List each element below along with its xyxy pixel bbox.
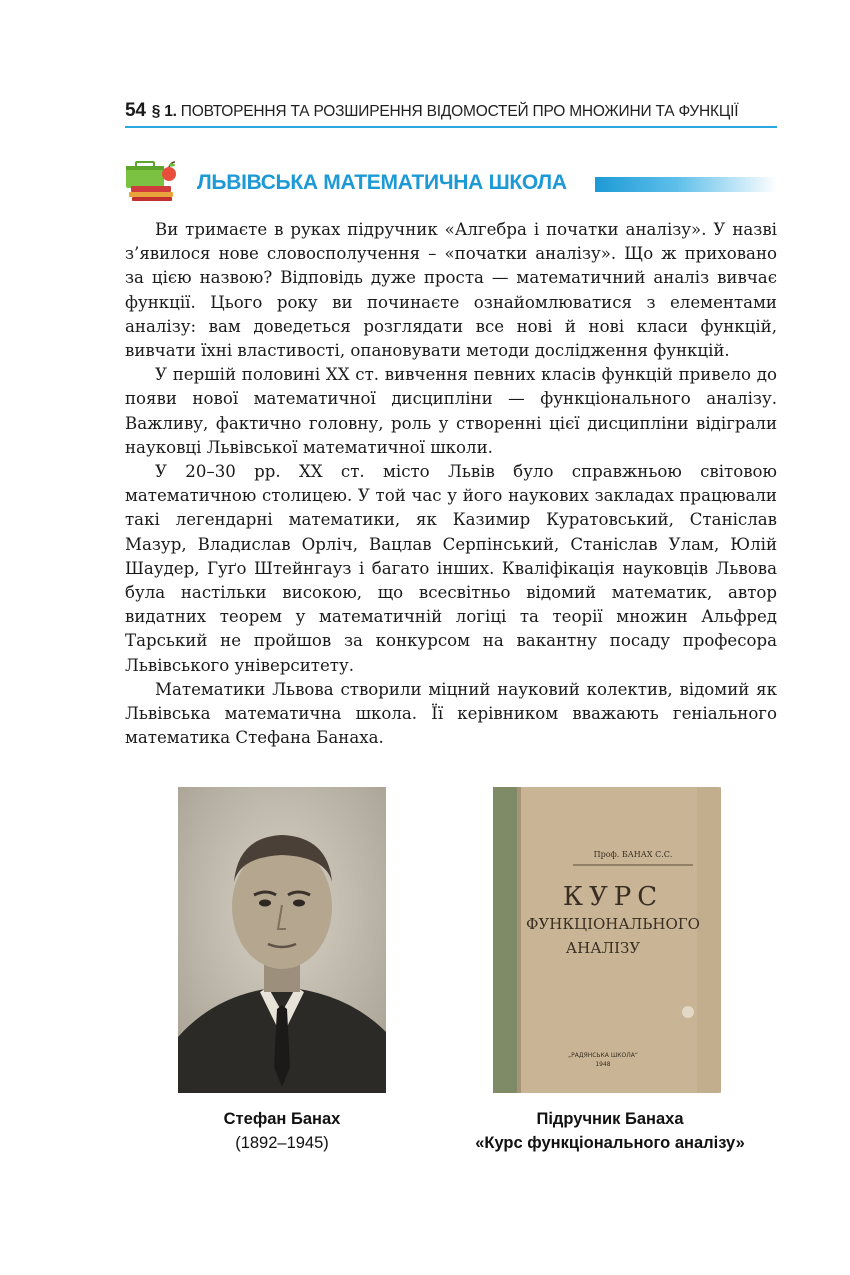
book-publisher: „РАДЯНСЬКА ШКОЛА“	[568, 1052, 638, 1059]
book-title-line3: АНАЛІЗУ	[565, 939, 641, 957]
book-author: Проф. БАНАХ С.С.	[593, 850, 673, 859]
books-apple-icon	[125, 160, 177, 202]
portrait-caption-name: Стефан Банах	[223, 1110, 341, 1128]
page-number: 54	[125, 100, 146, 121]
portrait-caption-years: (1892–1945)	[235, 1134, 329, 1152]
section-title-bar	[595, 177, 777, 192]
book-year: 1948	[595, 1061, 611, 1068]
running-header	[125, 98, 777, 128]
running-header-title: ПОВТОРЕННЯ ТА РОЗШИРЕННЯ ВІДОМОСТЕЙ ПРО МНОЖИНИ ТА ФУНКЦІЇ	[180, 103, 739, 120]
book-title-line2: ФУНКЦІОНАЛЬНОГО	[526, 915, 700, 933]
book-caption-line1: Підручник Банаха	[536, 1110, 684, 1128]
portrait-caption	[178, 1107, 386, 1155]
section-marker: § 1.	[151, 103, 177, 120]
book-cover-photo	[493, 787, 721, 1093]
body-text	[125, 218, 777, 750]
portrait-illustration	[178, 787, 386, 1093]
section-heading	[125, 160, 777, 205]
paragraph: У першій половині XX ст. вивчення певних класів функцій привело до появи нової математичної дисципліни — функціонального аналізу. Важливу, фактично головну, роль у створенні цієї дисципліни відіграли науковці Львівської математичної школи.	[125, 365, 777, 457]
paragraph: Ви тримаєте в руках підручник «Алгебра і початки аналізу». У назві з’явилося нове словосполучення – «початки аналізу». Що ж приховано за цією назвою? Відповідь дуже проста — математичний аналіз вивчає функції. Цього року ви починаєте ознайомлюватися з елементами аналізу: вам доведеться розглядати все нові й нові класи функцій, вивчати їхні властивості, опановувати методи дослідження функцій.	[125, 220, 777, 361]
book-cover-illustration	[493, 787, 721, 1093]
paragraph: У 20–30 рр. XX ст. місто Львів було справжньою світовою математичною столицею. У той час у його наукових закладах працювали такі легендарні математики, як Казимир Куратовський, Станіслав Мазур, Владислав Орліч, Вацлав Серпінський, Станіслав Улам, Юлій Шаудер, Гуґо Штейнгауз і багато інших. Кваліфікація науковців Львова була настільки високою, що всесвітньо відомий математик, автор видатних теорем у математичній логіці та теорії множин Альфред Тарський не пройшов за конкурсом на вакантну посаду професора Львівського університету.	[125, 462, 777, 675]
book-caption	[440, 1107, 780, 1155]
book-title-line1: КУРС	[562, 882, 664, 912]
section-title: ЛЬВІВСЬКА МАТЕМАТИЧНА ШКОЛА	[197, 171, 567, 194]
book-caption-line2: «Курс функціонального аналізу»	[475, 1134, 745, 1152]
portrait-photo	[178, 787, 386, 1093]
paragraph: Математики Львова створили міцний науковий колектив, відомий як Львівська математична школа. Її керівником вважають геніального математика Стефана Банаха.	[125, 679, 777, 748]
